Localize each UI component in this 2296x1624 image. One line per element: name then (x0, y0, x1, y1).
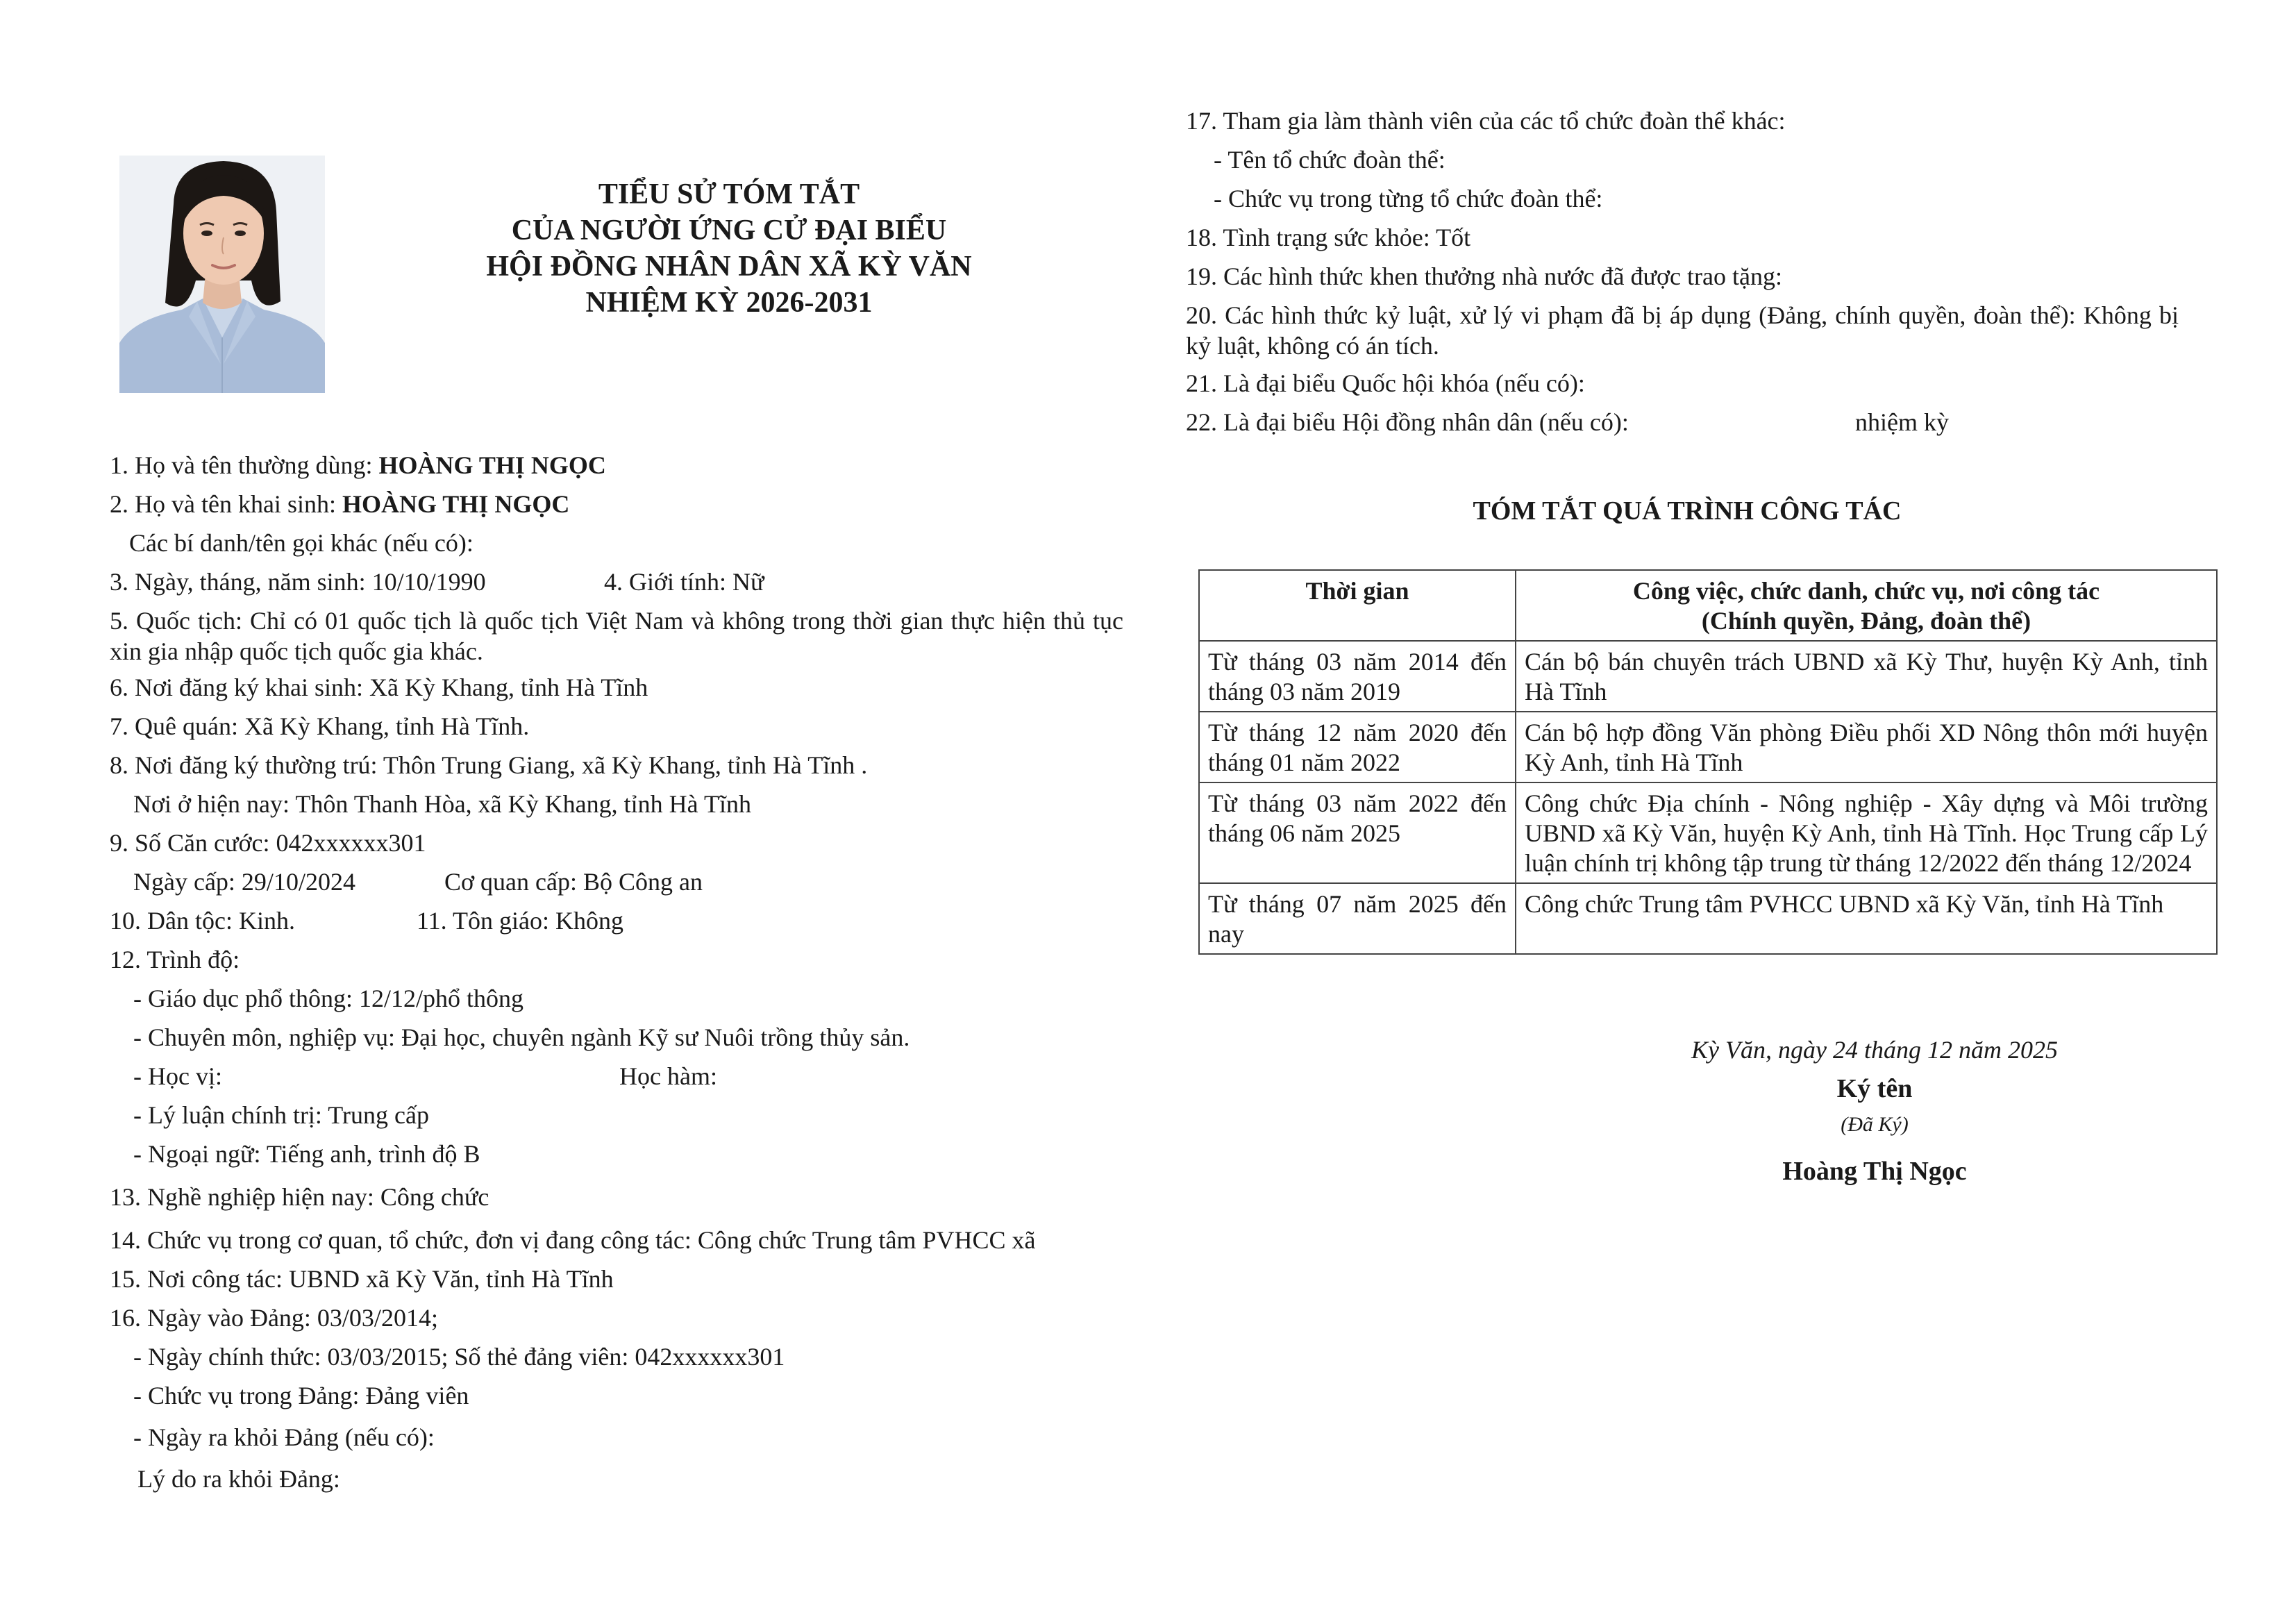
row-time: Từ tháng 12 năm 2020 đến tháng 01 năm 2022 (1199, 712, 1516, 782)
title-line-2: CỦA NGƯỜI ỨNG CỬ ĐẠI BIỂU (511, 215, 947, 246)
title-line-3: HỘI ĐỒNG NHÂN DÂN XÃ KỲ VĂN (486, 251, 972, 283)
field-academic-title: Học hàm: (619, 1062, 717, 1090)
field-peoples-council: 22. Là đại biểu Hội đồng nhân dân (nếu có): (1186, 408, 1629, 436)
field-party-leave-date: - Ngày ra khỏi Đảng (nếu có): (133, 1423, 435, 1451)
field-political-theory: - Lý luận chính trị: Trung cấp (133, 1101, 429, 1129)
common-name-label: 1. Họ và tên thường dùng: (110, 451, 379, 479)
row-time: Từ tháng 03 năm 2014 đến tháng 03 năm 2019 (1199, 641, 1516, 712)
field-education-heading: 12. Trình độ: (110, 946, 240, 973)
field-national-assembly: 21. Là đại biểu Quốc hội khóa (nếu có): (1186, 369, 1585, 397)
field-date-of-birth: 3. Ngày, tháng, năm sinh: 10/10/1990 (110, 568, 486, 596)
header-job-line-1: Công việc, chức danh, chức vụ, nơi công tác (1632, 577, 2100, 605)
table-row (1199, 712, 2217, 782)
field-party-position: - Chức vụ trong Đảng: Đảng viên (133, 1382, 469, 1409)
portrait-photo (119, 156, 325, 393)
header-job-line-2: (Chính quyền, Đảng, đoàn thể) (1701, 607, 2031, 635)
field-health: 18. Tình trạng sức khỏe: Tốt (1186, 224, 1471, 251)
row-job: Công chức Địa chính - Nông nghiệp - Xây dựng và Môi trường UBND xã Kỳ Văn, huyện Kỳ Anh, tỉnh Hà Tĩnh. Học Trung cấp Lý luận chính trị không tập trung từ tháng 12/2022 đến tháng 12/2024 (1516, 782, 2217, 883)
common-name-value: HOÀNG THỊ NGỌC (378, 451, 606, 479)
work-history-title: TÓM TẮT QUÁ TRÌNH CÔNG TÁC (1473, 496, 1902, 526)
table-row (1199, 641, 2217, 712)
birth-name-value: HOÀNG THỊ NGỌC (342, 490, 570, 518)
field-hometown: 7. Quê quán: Xã Kỳ Khang, tỉnh Hà Tĩnh. (110, 712, 530, 740)
field-foreign-language: - Ngoại ngữ: Tiếng anh, trình độ B (133, 1140, 480, 1168)
field-awards: 19. Các hình thức khen thưởng nhà nước đã được trao tặng: (1186, 262, 1782, 290)
table-header-row (1199, 570, 2217, 641)
field-discipline: 20. Các hình thức kỷ luật, xử lý vi phạm đã bị áp dụng (Đảng, chính quyền, đoàn thể): Không bị kỷ luật, không có án tích. (1186, 301, 2179, 360)
field-term: nhiệm kỳ (1855, 408, 1949, 436)
field-party-leave-reason: Lý do ra khỏi Đảng: (137, 1465, 340, 1493)
field-id-issue-date: Ngày cấp: 29/10/2024 (133, 868, 355, 896)
field-birth-name (110, 489, 569, 519)
field-ethnicity: 10. Dân tộc: Kinh. (110, 907, 295, 935)
birth-name-label: 2. Họ và tên khai sinh: (110, 490, 342, 518)
header-time: Thời gian (1199, 570, 1516, 641)
field-religion: 11. Tôn giáo: Không (417, 907, 623, 935)
row-time: Từ tháng 07 năm 2025 đến nay (1199, 883, 1516, 954)
row-job: Cán bộ hợp đồng Văn phòng Điều phối XD Nông thôn mới huyện Kỳ Anh, tỉnh Hà Tĩnh (1516, 712, 2217, 782)
signature-place-date: Kỳ Văn, ngày 24 tháng 12 năm 2025 (1691, 1036, 2058, 1064)
signer-name: Hoàng Thị Ngọc (1782, 1157, 1967, 1186)
signature-label: Ký tên (1836, 1074, 1913, 1103)
table-row (1199, 883, 2217, 954)
title-line-4: NHIỆM KỲ 2026-2031 (585, 287, 873, 319)
field-birth-registration: 6. Nơi đăng ký khai sinh: Xã Kỳ Khang, tỉnh Hà Tĩnh (110, 673, 648, 701)
field-organization-name: - Tên tổ chức đoàn thể: (1214, 146, 1446, 174)
field-occupation: 13. Nghề nghiệp hiện nay: Công chức (110, 1183, 489, 1211)
field-party-official-date: - Ngày chính thức: 03/03/2015; Số thẻ đảng viên: 042xxxxxx301 (133, 1343, 785, 1371)
field-workplace: 15. Nơi công tác: UBND xã Kỳ Văn, tỉnh Hà Tĩnh (110, 1265, 614, 1293)
field-degree: - Học vị: (133, 1062, 222, 1090)
signature-note: (Đã Ký) (1841, 1113, 1909, 1136)
field-specialization: - Chuyên môn, nghiệp vụ: Đại học, chuyên ngành Kỹ sư Nuôi trồng thủy sản. (133, 1023, 910, 1051)
field-gender: 4. Giới tính: Nữ (604, 568, 764, 596)
field-nationality: 5. Quốc tịch: Chỉ có 01 quốc tịch là quốc tịch Việt Nam và không trong thời gian thực hiện thủ tục xin gia nhập quốc tịch quốc gia khác. (110, 607, 1123, 665)
table-row (1199, 782, 2217, 883)
field-permanent-residence: 8. Nơi đăng ký thường trú: Thôn Trung Giang, xã Kỳ Khang, tỉnh Hà Tĩnh . (110, 751, 868, 779)
row-job: Công chức Trung tâm PVHCC UBND xã Kỳ Văn, tỉnh Hà Tĩnh (1516, 883, 2217, 954)
field-position: 14. Chức vụ trong cơ quan, tổ chức, đơn vị đang công tác: Công chức Trung tâm PVHCC xã (110, 1226, 1036, 1254)
field-general-education: - Giáo dục phổ thông: 12/12/phổ thông (133, 985, 523, 1012)
row-time: Từ tháng 03 năm 2022 đến tháng 06 năm 2025 (1199, 782, 1516, 883)
header-job (1516, 570, 2217, 641)
field-aliases: Các bí danh/tên gọi khác (nếu có): (129, 529, 474, 557)
field-current-residence: Nơi ở hiện nay: Thôn Thanh Hòa, xã Kỳ Khang, tỉnh Hà Tĩnh (133, 790, 751, 818)
signature-block (1597, 1030, 2152, 1196)
field-id-number: 9. Số Căn cước: 042xxxxxx301 (110, 829, 426, 857)
field-organizations: 17. Tham gia làm thành viên của các tổ chức đoàn thể khác: (1186, 107, 1786, 135)
title-line-1: TIỂU SỬ TÓM TẮT (598, 178, 860, 210)
row-job: Cán bộ bán chuyên trách UBND xã Kỳ Thư, huyện Kỳ Anh, tỉnh Hà Tĩnh (1516, 641, 2217, 712)
work-history-table (1198, 569, 2218, 955)
field-organization-position: - Chức vụ trong từng tổ chức đoàn thể: (1214, 185, 1603, 212)
field-id-issuer: Cơ quan cấp: Bộ Công an (444, 868, 703, 896)
document-title (389, 176, 1069, 321)
field-common-name (110, 450, 606, 480)
field-party-join-date: 16. Ngày vào Đảng: 03/03/2014; (110, 1304, 438, 1332)
